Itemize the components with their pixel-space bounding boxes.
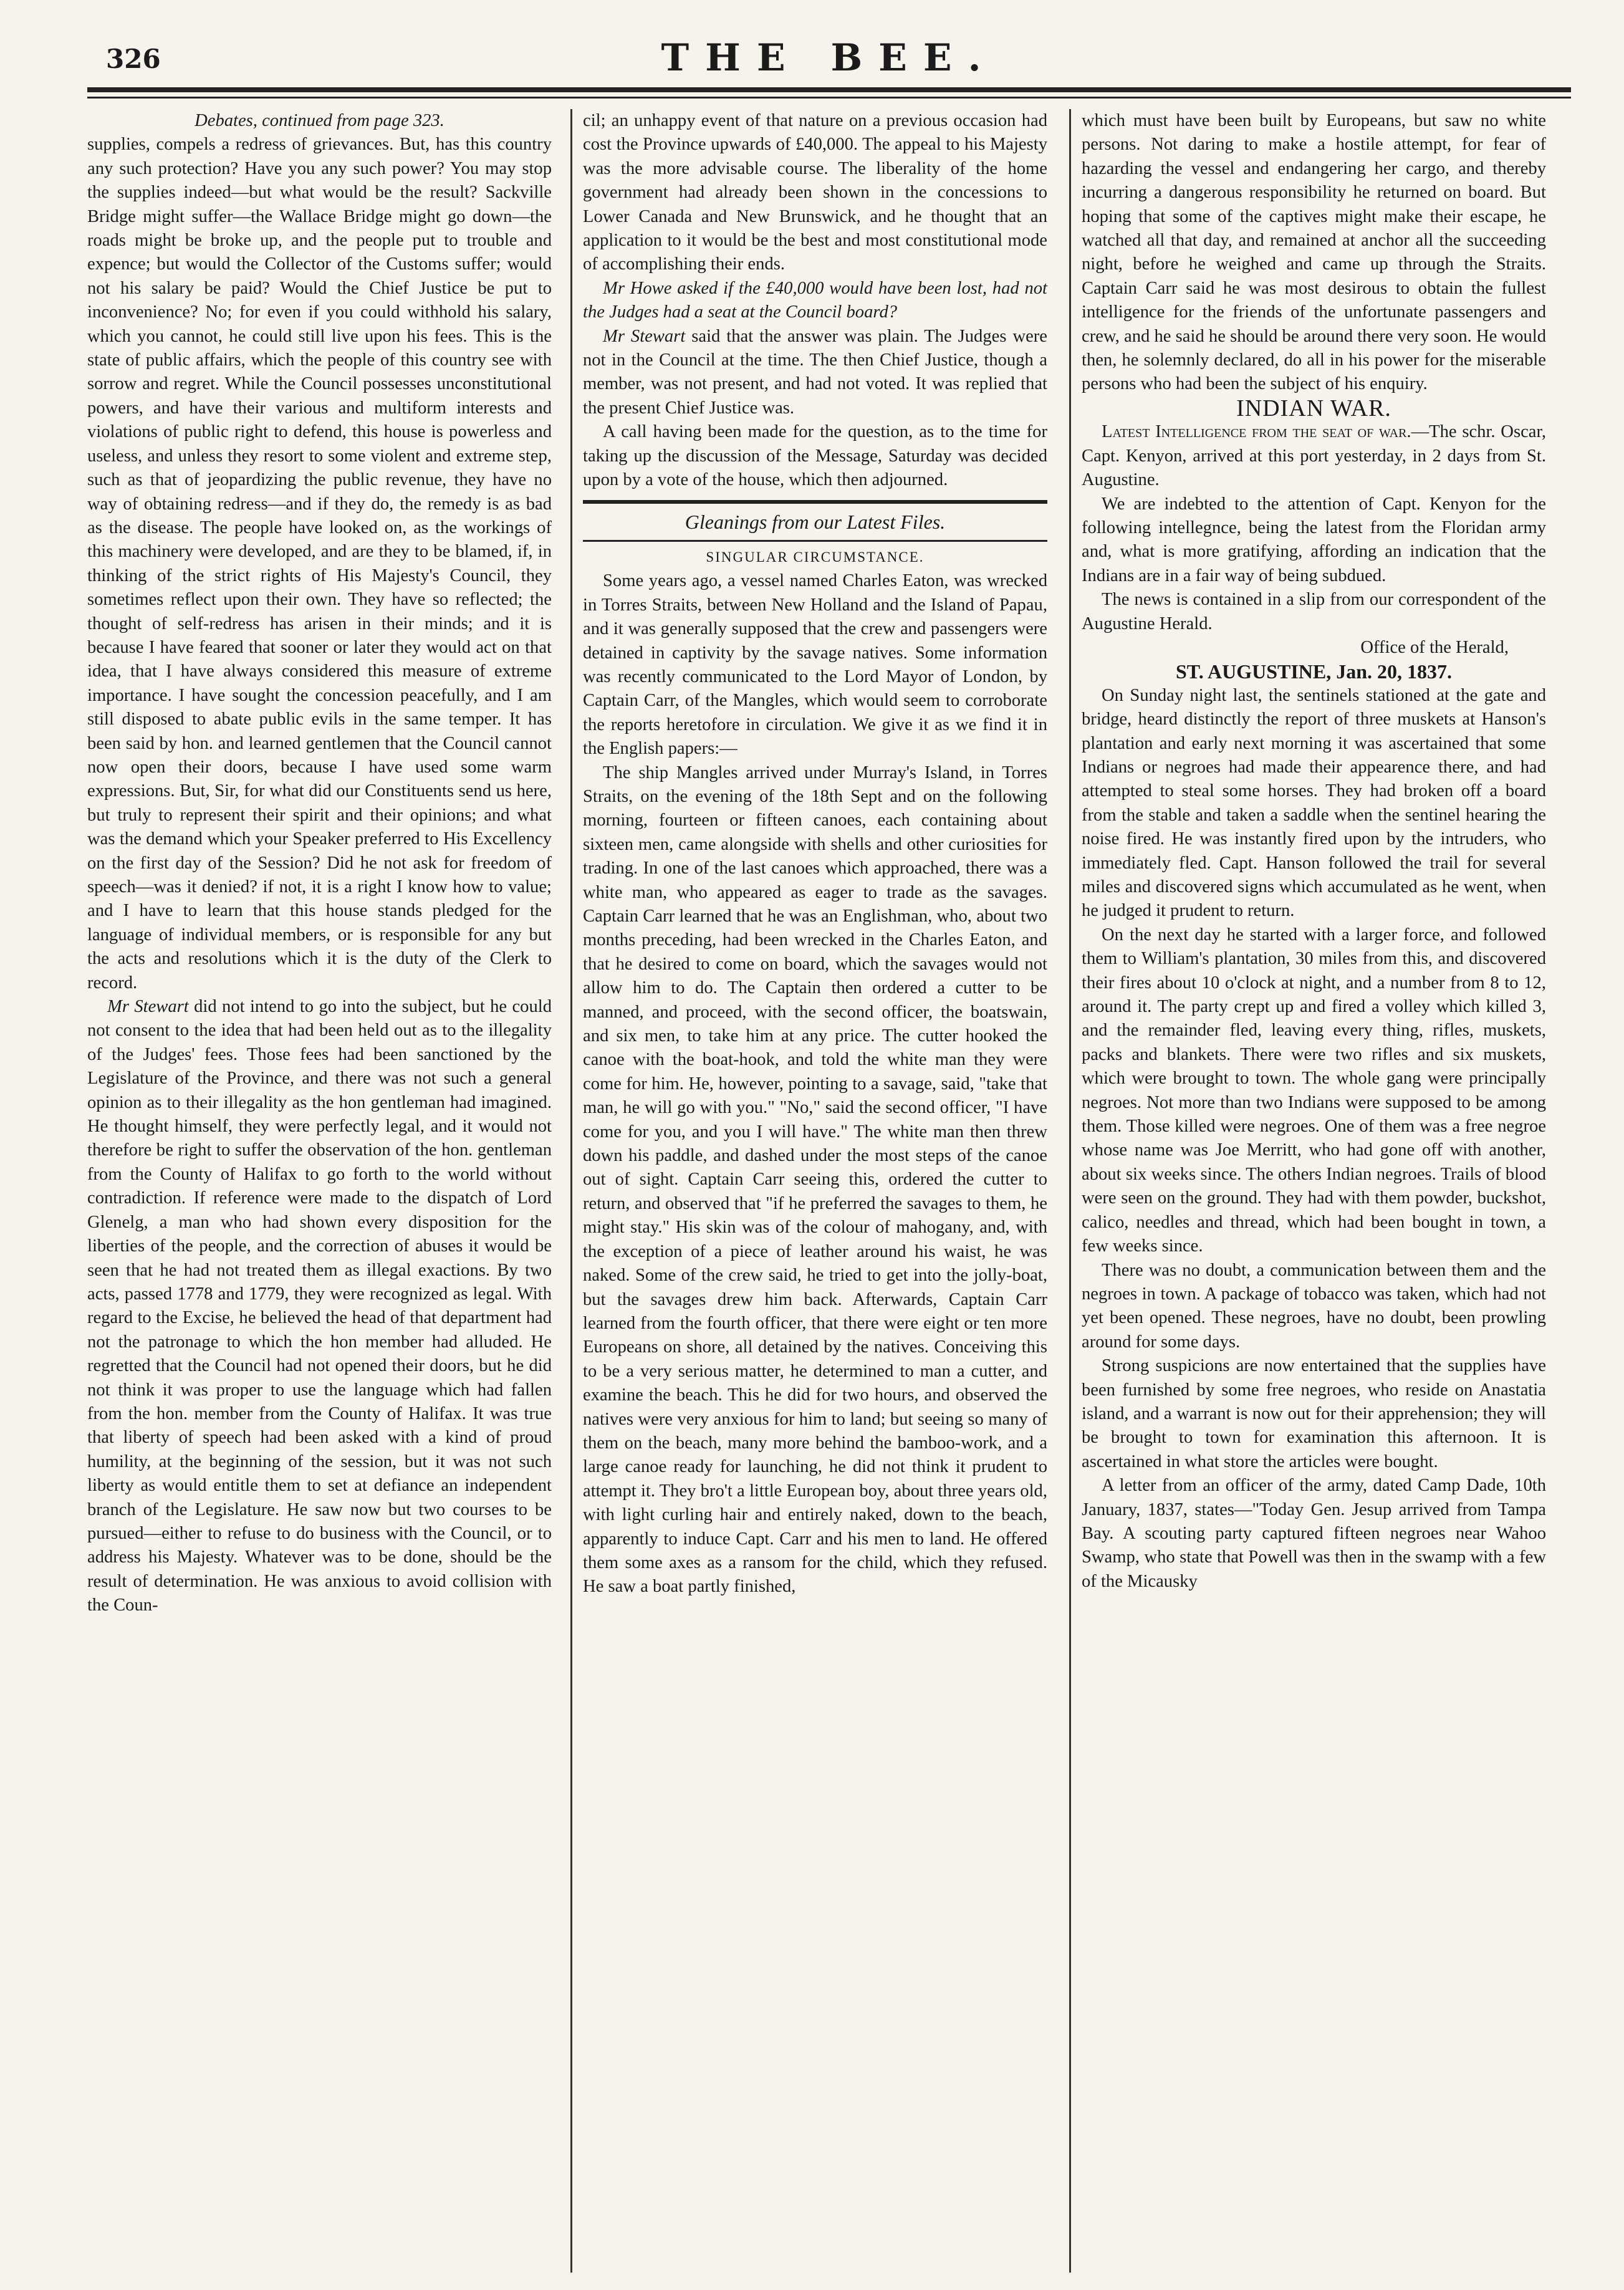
war-paragraph-3: The news is contained in a slip from our correspondent of the Augustine Herald. xyxy=(1082,590,1546,633)
war-paragraph-1 xyxy=(1082,420,1546,492)
war-paragraph-6: There was no doubt, a communication between them and the negroes in town. A package of tobacco was taken, which had not yet been opened. These negroes, have no doubt, been prowling around for some days. xyxy=(1082,1260,1546,1352)
dateline-office: Office of the Herald, xyxy=(1360,637,1509,657)
article-paragraph-2: The ship Mangles arrived under Murray's Island, in Torres Straits, on the evening of the 18th Sept and on the following morning, fourteen or fifteen canoes, each containing about sixteen men, came alongside with shells and other curiosities for trading. In one of the last canoes which approached, there was a white man, who appeared as eager to trade as the savages. Captain Carr learned that he was an Englishman, who, about two months preceding, had been wrecked in the Charles Eaton, and that he desired to come on board, which the savages would not allow him to do. The Captain then ordered a cutter to be manned, and proceed, with the second officer, the boatswain, and six men, to take him at any price. The cutter hooked the canoe with the boat-hook, and told the white man they were come for him. He, however, pointing to a savage, said, "take that man, he will go with you." "No," said the second officer, "I have come for you, and you I will have." The white man then threw down his paddle, and dashed under the most steps of the canoe out of sight. Captain Carr seeing this, ordered the cutter to return, and observed that "if he preferred the savages to them, he might stay." His skin was of the colour of mahogany, and, with the exception of a piece of leather around his waist, he was naked. Some of the crew said, he tried to get into the jolly-boat, but the savages drew him back. Afterwards, Captain Carr learned from the fourth officer, that there were eight or ten more Europeans on shore, all detained by the natives. Conceiving this to be a very serious matter, he determined to man a cutter, and examine the beach. This he did for two hours, and observed the natives were very anxious for him to land; but seeing so many of them on the beach, many more behind the bamboo-work, and a large canoe ready for launching, he did not think it prudent to attempt it. They bro't a little European boy, about three years old, with light curling hair and entirely naked, down to the beach, apparently to induce Capt. Carr and his men to land. He offered them some axes as a ransom for the child, which they refused. He saw a boat partly finished, xyxy=(583,763,1047,1597)
masthead-rule-thick xyxy=(87,87,1571,92)
masthead xyxy=(87,25,1571,94)
continued-note: Debates, continued from page 323. xyxy=(195,111,444,130)
column-2 xyxy=(583,109,1047,1599)
war-lead-text: —The schr. Oscar, Capt. Kenyon, arrived at this port yesterday, in 2 days from St. Augustine. xyxy=(1082,422,1546,490)
war-paragraph-2: We are indebted to the attention of Capt. Kenyon for the following intellegnce, being the latest from the Floridan army and, what is more gratifying, affording an indication that the Indians are in a fair way of being subdued. xyxy=(1082,494,1546,585)
singular-circumstance-heading: SINGULAR CIRCUMSTANCE. xyxy=(706,549,925,565)
speaker-name: Mr Stewart xyxy=(603,326,686,346)
speech-text: did not intend to go into the subject, but he could not consent to the idea that had been held out as to the illegality of the Judges' fees. Those fees had been sanctioned by the Legislature of the Province, and there was not such a general opinion as to their illegality as the hon gentleman had imagined. He thought himself, they were perfectly legal, and it would not therefore be right to suffer the observation of the hon. gentleman from the County of Halifax to go forth to the world without contradiction. If reference were made to the dispatch of Lord Glenelg, a man who had shown every disposition for the liberties of the people, and the correction of abuses it would be seen that he had not treated them as illegal exactions. By two acts, passed 1778 and 1779, they were recognized as legal. With regard to the Excise, he believed the head of that department had not the patronage to which the hon member had alluded. He regretted that the Council had not opened their doors, but he did not think it was proper to use the language which had fallen from the hon. member from the County of Halifax. It was true that liberty of speech had been asked with a kind of proud humility, at the beginning of the session, but it was not such liberty as would entitle them to set at defiance an independent branch of the Legislature. He saw now but two courses to be pursued—either to refuse to do business with the Council, or to address his Majesty. Whatever was to be done, should be the result of determination. He was anxious to avoid collision with the Coun- xyxy=(87,997,552,1615)
indian-war-heading: INDIAN WAR. xyxy=(1236,395,1391,421)
column-divider-2 xyxy=(1069,109,1071,2273)
column-3 xyxy=(1082,109,1546,1594)
gleanings-heading: Gleanings from our Latest Files. xyxy=(685,510,946,533)
speaker-name: Mr Howe xyxy=(603,278,672,298)
war-paragraph-4: On Sunday night last, the sentinels stationed at the gate and bridge, heard distinctly the report of three muskets at Hanson's plantation and early next morning it was ascertained that some Indians or negroes had made their appearence there, and had attempted to steal some horses. They had broken off a board from the stable and taken a saddle when the sentinel hearing the noise fired. He was instantly fired upon by the intruders, who immediately fled. Capt. Hanson followed the trail for several miles and discovered signs which accumulated as he went, when he judged it prudent to return. xyxy=(1082,685,1546,921)
article-paragraph-3: which must have been built by Europeans, but saw no white persons. Not daring to make a hostile attempt, for fear of hazarding the vessel and endangering her cargo, and thereby incurring a dangerous responsibility he returned on board. But hoping that some of the captives might make their escape, he watched all that day, and remained at anchor all the succeeding night, before he weighed and came up through the Straits. Captain Carr said he was most desirous to obtain the fullest intelligence for the friends of the unfortunate passengers and crew, and he said he should be around there very soon. He would then, he solemnly declared, do all in his power for the miserable persons who had been the subject of his enquiry. xyxy=(1082,111,1546,394)
war-lead: Latest Intelligence from the seat of war. xyxy=(1102,422,1411,442)
debate-paragraph-6: A call having been made for the question, as to the time for taking up the discussion of the Message, Saturday was decided upon by a vote of the house, which then adjourned. xyxy=(583,422,1047,490)
speaker-name: Mr Stewart xyxy=(107,997,189,1017)
speech-text: said that the answer was plain. The Judges were not in the Council at the time. The then Chief Justice, though a member, was not present, and had not voted. It was replied that the present Chief Justice was. xyxy=(583,326,1047,418)
dateline xyxy=(1082,636,1546,684)
war-paragraph-8: A letter from an officer of the army, dated Camp Dade, 10th January, 1837, states—"Today Gen. Jesup arrived from Tampa Bay. A scouting party captured fifteen negroes near Wahoo Swamp, who state that Powell was then in the swamp with a few of the Micausky xyxy=(1082,1476,1546,1591)
gleanings-header-box xyxy=(583,500,1047,542)
column-1 xyxy=(87,109,552,1618)
debate-paragraph-1: supplies, compels a redress of grievances. But, has this country any such protection? Have you any such power? You may stop the supplies indeed—but what would be the result? Sackville Bridge might suffer—the Wallace Bridge might go down—the roads might be broke up, and the people put to trouble and expence; but would the Collector of the Customs suffer; would not his salary be paid? Would the Chief Justice be put to inconvenience? No; for even if you could withhold his salary, which you cannot, he could still live upon his fees. This is the state of public affairs, which the people of this country see with sorrow and regret. While the Council possesses unconstitutional powers, and have their various and multiform interests and violations of public right to defend, this house is powerless and useless, and unless they resort to some violent and extreme step, such as that of jeopardizing the public revenue, they have no way of obtaining redress—and if they do, the remedy is as bad as the disease. The people have looked on, as the workings of this machinery were developed, and are they to be blamed, if, in thinking of the strict rights of His Majesty's Council, they sometimes reflect upon their own. They have so reflected; the thought of self-redress has arisen in their minds; and it is because I have feared that sooner or later they would act on that idea, that I have always considered this measure of extreme importance. I have sought the concession peacefully, and I am still disposed to abate public evils in the same temper. It has been said by hon. and learned gentlemen that the Council cannot now open their doors, because I have used some warm expressions. But, Sir, for what did our Constituents send us here, but truly to represent their spirit and their opinions; and what was the demand which your Speaker preferred to His Excellency on the first day of the Session? Did he not ask for freedom of speech—was it denied? if not, it is a right I know how to value; and I have to learn that this house stands pledged for the language of individual members, or is responsible for any but the acts and resolutions which it is the duty of the Clerk to record. xyxy=(87,135,552,993)
debate-paragraph-5 xyxy=(583,325,1047,421)
page-number: 326 xyxy=(106,44,161,74)
debate-paragraph-4 xyxy=(583,277,1047,325)
war-paragraph-5: On the next day he started with a larger force, and followed them to William's plantation, 30 miles from this, and discovered their fires about 10 o'clock at night, and a number from 8 to 12, around it. The party crept up and fired a volley which killed 3, and the remainder fled, leaving every thing, rifles, muskets, packs and blankets. There were two rifles and six muskets, which were brought to town. The whole gang were principally negroes. Not more than two Indians were supposed to be among them. Those killed were negroes. One of them was a free negroe whose name was Joe Merritt, who had gone off with another, about six weeks since. The others Indian negroes. Trails of blood were seen on the ground. They had with them powder, buckshot, calico, needles and thread, which had been bought in town, a few weeks since. xyxy=(1082,925,1546,1256)
dateline-place: ST. AUGUSTINE, Jan. 20, 1837. xyxy=(1175,660,1453,683)
debate-paragraph-3: cil; an unhappy event of that nature on a previous occasion had cost the Province upwards of £40,000. The appeal to his Majesty was the more advisable course. The liberality of the home government had already been shown in the concessions to Lower Canada and New Brunswick, and he thought that an application to it would be the best and most constitutional mode of accomplishing their ends. xyxy=(583,111,1047,274)
speech-text: asked if the £40,000 would have been lost, had not the Judges had a seat at the Council board? xyxy=(583,278,1047,322)
article-paragraph-1: Some years ago, a vessel named Charles Eaton, was wrecked in Torres Straits, between New Holland and the Island of Papau, and it was generally supposed that the crew and passengers were detained in captivity by the savage natives. Some information was recently communicated to the Lord Mayor of London, by Captain Carr, of the Mangles, which would seem to corroborate the reports heretofore in circulation. We give it as we find it in the English papers:— xyxy=(583,571,1047,759)
masthead-rule-thin xyxy=(87,97,1571,99)
newspaper-title: THE BEE. xyxy=(661,36,997,80)
column-divider-1 xyxy=(570,109,572,2273)
debate-paragraph-2 xyxy=(87,995,552,1618)
war-paragraph-7: Strong suspicions are now entertained that the supplies have been furnished by some free negroes, who reside on Anastatia island, and a warrant is now out for their apprehension; they will be brought to town for examination this afternoon. It is ascertained in what store the articles were bought. xyxy=(1082,1356,1546,1471)
